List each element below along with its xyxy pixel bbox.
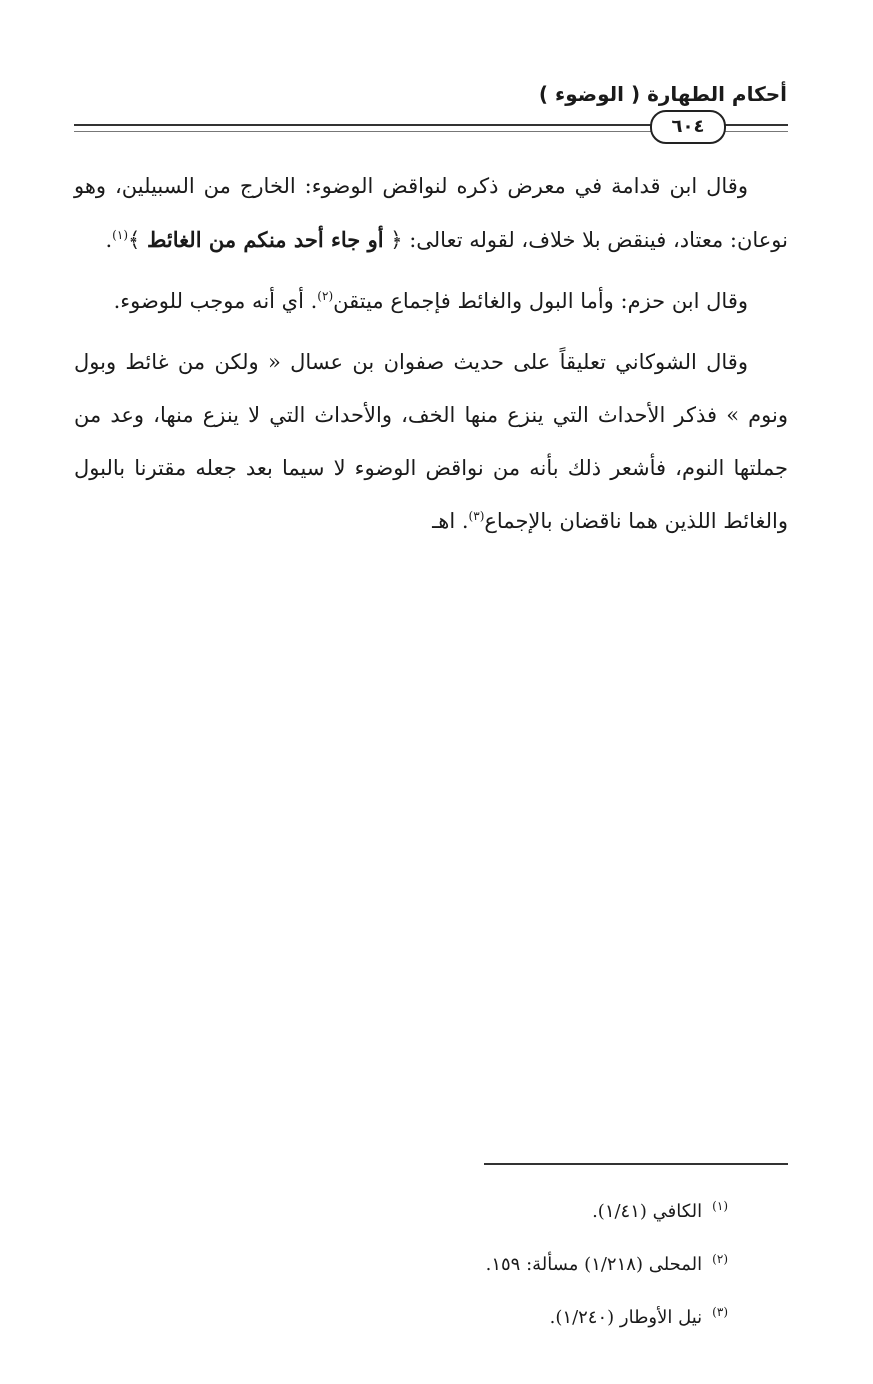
footnote-1 bbox=[168, 1185, 728, 1238]
running-header-title: أحكام الطهارة ( الوضوء ) bbox=[538, 82, 787, 106]
paragraph-text: وقال ابن قدامة في معرض ذكره لنواقض الوضوء: الخارج من السبيلين، وهو نوعان: معتاد، فينقض بلا خلاف، لقوله تعالى: ﴿ bbox=[74, 174, 788, 252]
paragraph-text: . اهـ bbox=[432, 509, 469, 533]
quran-verse: أو جاء أحد منكم من الغائط bbox=[146, 227, 384, 252]
paragraph-text: . bbox=[105, 228, 113, 252]
paragraph-text: وقال ابن حزم: وأما البول والغائط فإجماع ميتقن bbox=[333, 289, 748, 313]
paragraph-text: ﴾ bbox=[128, 228, 147, 252]
footnote-3 bbox=[168, 1291, 728, 1344]
footnote-text: الكافي (١/٤١). bbox=[592, 1201, 703, 1222]
footnote-ref-3[interactable]: (٣) bbox=[468, 509, 485, 523]
page-number-badge: ٦٠٤ bbox=[650, 110, 726, 144]
footnote-number: (١) bbox=[712, 1199, 728, 1213]
paragraph-shawkani bbox=[74, 336, 788, 548]
footnote-divider bbox=[484, 1163, 788, 1165]
paragraph-text: وقال الشوكاني تعليقاً على حديث صفوان بن عسال « ولكن من غائط وبول ونوم » فذكر الأحداث التي ينزع منها الخف، والأحداث التي لا ينزع منها، وعد من جملتها النوم، فأشعر ذلك بأنه من نواقض الوضوء لا سيما بعد جعله مقترنا بالبول والغائط اللذين هما ناقضان بالإجماع bbox=[74, 350, 788, 533]
paragraph-ibn-hazm bbox=[74, 275, 788, 328]
paragraph-ibn-qudamah bbox=[74, 160, 788, 267]
footnotes bbox=[168, 1185, 728, 1344]
footnote-ref-1[interactable]: (١) bbox=[112, 228, 128, 242]
footnote-text: المحلى (١/٢١٨) مسألة: ١٥٩. bbox=[485, 1254, 703, 1275]
footnote-ref-2[interactable]: (٢) bbox=[317, 289, 334, 303]
footnote-text: نيل الأوطار (١/٢٤٠). bbox=[549, 1307, 703, 1328]
footnote-2 bbox=[168, 1238, 728, 1291]
main-text bbox=[74, 160, 788, 556]
footnote-number: (٣) bbox=[712, 1305, 728, 1319]
footnote-number: (٢) bbox=[712, 1252, 728, 1266]
paragraph-text: . أي أنه موجب للوضوء. bbox=[113, 289, 318, 313]
